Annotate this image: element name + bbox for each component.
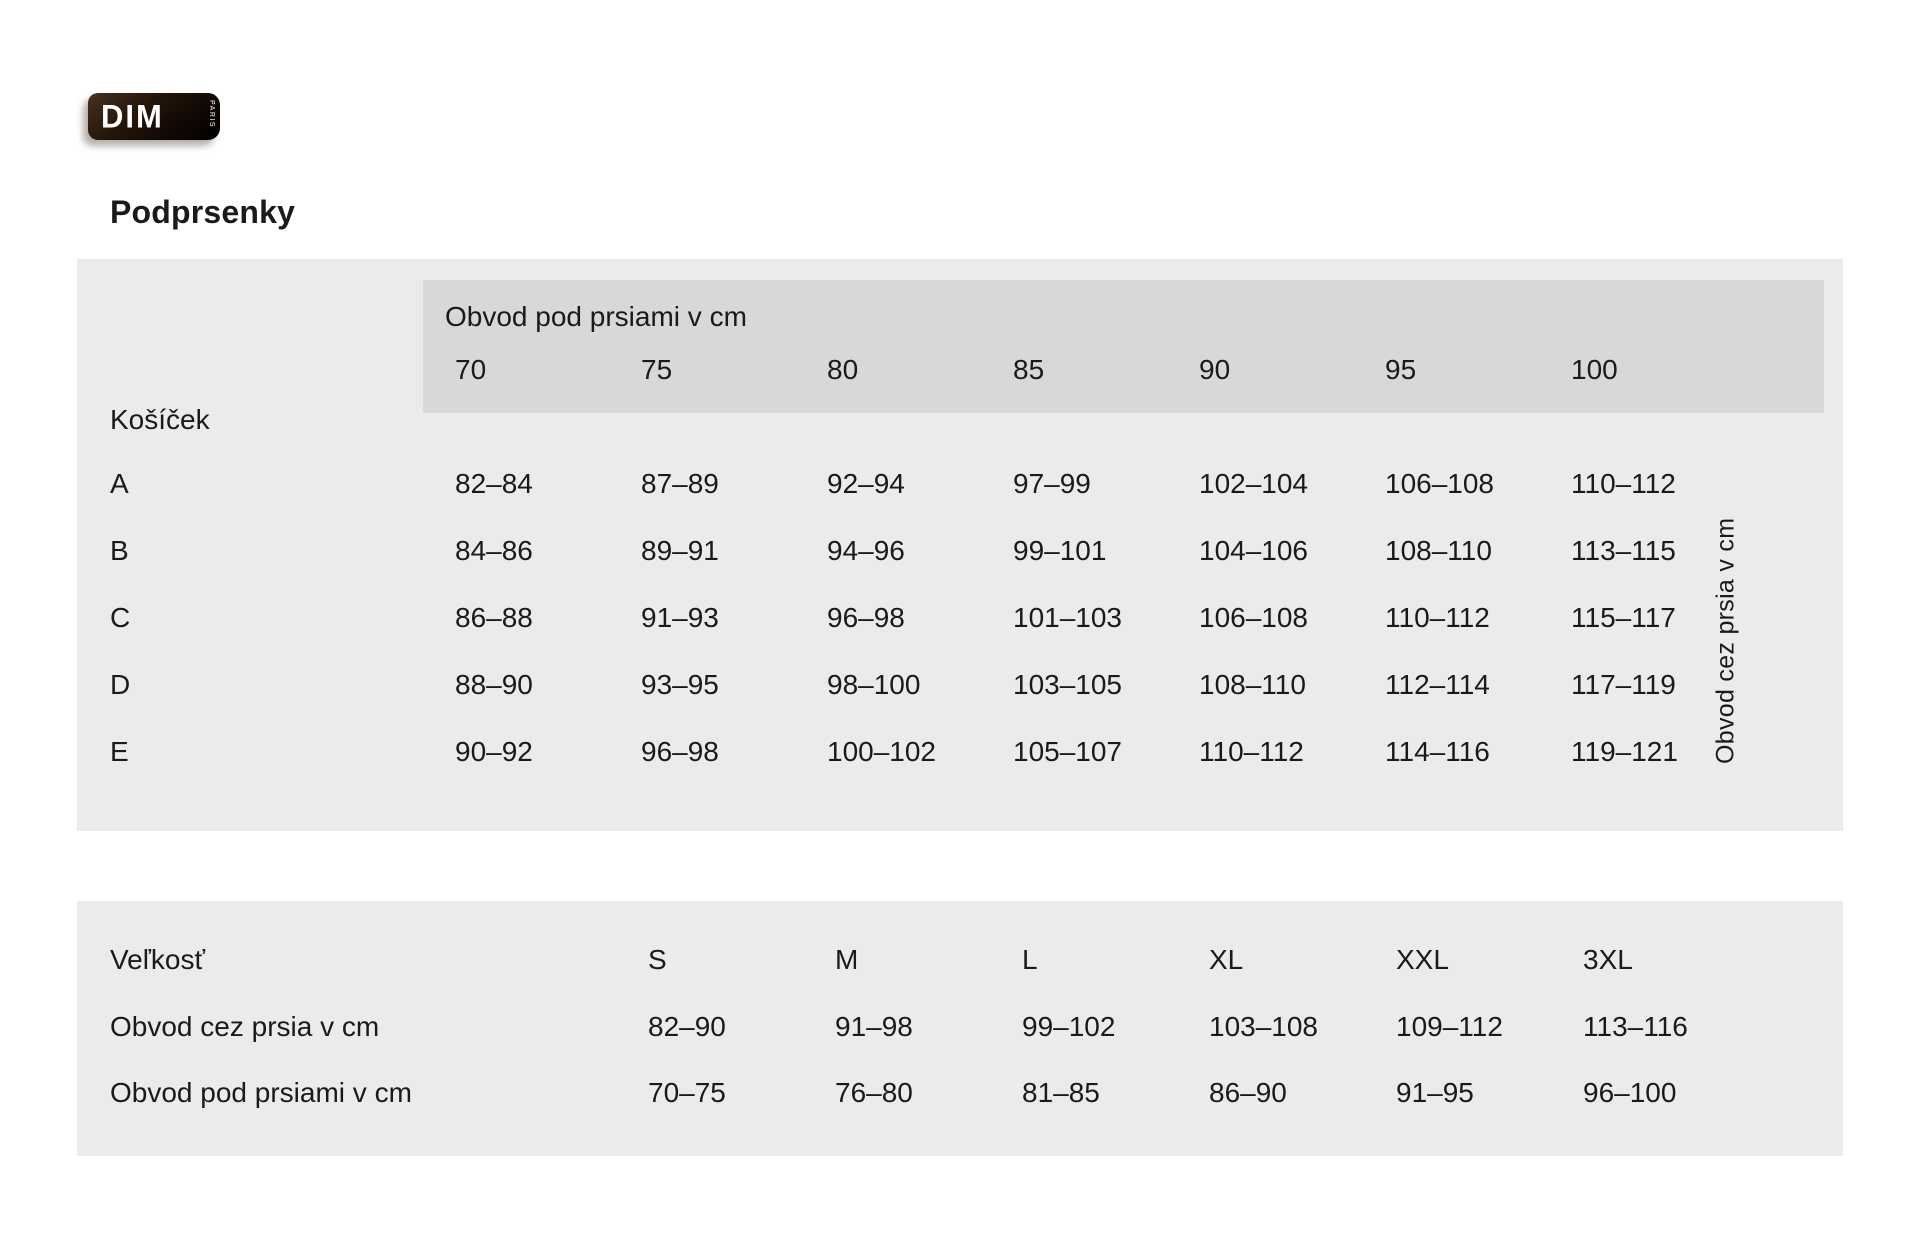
size-value: S [648, 944, 667, 975]
underbust-range: 86–90 [1209, 1077, 1287, 1108]
bust-side-label: Obvod cez prsia v cm [1711, 517, 1740, 765]
bust-range: 91–93 [641, 602, 719, 633]
bust-range: 106–108 [1199, 602, 1309, 633]
table-row-bust-circumference [77, 1007, 1843, 1047]
size-value: M [835, 944, 859, 975]
bust-range: 97–99 [1013, 468, 1091, 499]
cup-label: E [110, 736, 129, 767]
underbust-col-95: 95 [1385, 354, 1417, 385]
bust-range: 110–112 [1199, 736, 1304, 767]
bust-range: 94–96 [827, 535, 905, 566]
underbust-col-75: 75 [641, 354, 673, 385]
underbust-columns-row [77, 350, 1843, 390]
underbust-range: 91–95 [1396, 1077, 1474, 1108]
bust-range: 87–89 [641, 468, 719, 499]
column-spacer [77, 350, 455, 390]
underbust-col-80: 80 [827, 354, 859, 385]
bust-range: 114–116 [1385, 736, 1490, 767]
bust-range: 88–90 [455, 669, 533, 700]
bust-range: 96–98 [641, 736, 719, 767]
bust-range: 100–102 [827, 736, 937, 767]
table-row-cup-b [77, 531, 1843, 571]
bust-range: 98–100 [827, 669, 921, 700]
underbust-range: 70–75 [648, 1077, 726, 1108]
dim-logo-paris-text: PARIS [208, 100, 215, 128]
bust-range: 117–119 [1571, 669, 1676, 700]
underbust-range: 96–100 [1583, 1077, 1677, 1108]
bust-range: 112–114 [1385, 669, 1490, 700]
bust-range: 110–112 [1385, 602, 1490, 633]
size-value: XXL [1396, 944, 1449, 975]
page-title: Podprsenky [110, 194, 296, 230]
bust-range: 102–104 [1199, 468, 1309, 499]
underbust-header-label: Obvod pod prsiami v cm [445, 301, 747, 332]
cup-label: B [110, 535, 129, 566]
bust-range: 109–112 [1396, 1011, 1503, 1042]
size-value: 3XL [1583, 944, 1633, 975]
bust-row-label: Obvod cez prsia v cm [110, 1011, 380, 1042]
general-size-table [77, 901, 1843, 1156]
cup-label: D [110, 669, 131, 700]
bust-range: 89–91 [641, 535, 719, 566]
bust-range: 106–108 [1385, 468, 1495, 499]
cup-row-header: Košíček [110, 404, 210, 435]
cup-header-row [77, 400, 1843, 440]
bra-size-table [77, 259, 1843, 831]
bust-range: 96–98 [827, 602, 905, 633]
bust-range: 99–102 [1022, 1011, 1116, 1042]
bust-range: 110–112 [1571, 468, 1676, 499]
bust-range: 91–98 [835, 1011, 913, 1042]
underbust-col-85: 85 [1013, 354, 1045, 385]
cup-label: C [110, 602, 131, 633]
underbust-range: 76–80 [835, 1077, 913, 1108]
size-value: XL [1209, 944, 1244, 975]
bust-range: 82–84 [455, 468, 533, 499]
bust-range: 86–88 [455, 602, 533, 633]
bust-range: 113–115 [1571, 535, 1676, 566]
underbust-col-70: 70 [455, 354, 487, 385]
bust-range: 103–105 [1013, 669, 1123, 700]
bust-range: 108–110 [1385, 535, 1492, 566]
bust-range: 119–121 [1571, 736, 1678, 767]
table-row-cup-d [77, 665, 1843, 705]
cup-label: A [110, 468, 129, 499]
table-row-cup-c [77, 598, 1843, 638]
bust-range: 93–95 [641, 669, 719, 700]
dim-logo-text: DIM [101, 98, 164, 135]
underbust-range: 81–85 [1022, 1077, 1100, 1108]
bust-range: 103–108 [1209, 1011, 1319, 1042]
bust-range: 92–94 [827, 468, 905, 499]
size-row-label: Veľkosť [110, 944, 205, 975]
underbust-col-90: 90 [1199, 354, 1231, 385]
table-row-size [77, 940, 1843, 980]
bust-range: 90–92 [455, 736, 533, 767]
underbust-row-label: Obvod pod prsiami v cm [110, 1077, 412, 1108]
bust-range: 113–116 [1583, 1011, 1688, 1042]
size-value: L [1022, 944, 1038, 975]
bust-range: 82–90 [648, 1011, 726, 1042]
bust-range: 108–110 [1199, 669, 1306, 700]
bust-range: 101–103 [1013, 602, 1123, 633]
underbust-col-100: 100 [1571, 354, 1618, 385]
table-row-underbust-circumference [77, 1073, 1843, 1113]
bust-range: 115–117 [1571, 602, 1676, 633]
bust-range: 84–86 [455, 535, 533, 566]
table-row-cup-a [77, 464, 1843, 504]
bust-range: 99–101 [1013, 535, 1107, 566]
bust-range: 104–106 [1199, 535, 1309, 566]
table-row-cup-e [77, 732, 1843, 772]
bust-range: 105–107 [1013, 736, 1123, 767]
dim-logo [88, 93, 220, 140]
